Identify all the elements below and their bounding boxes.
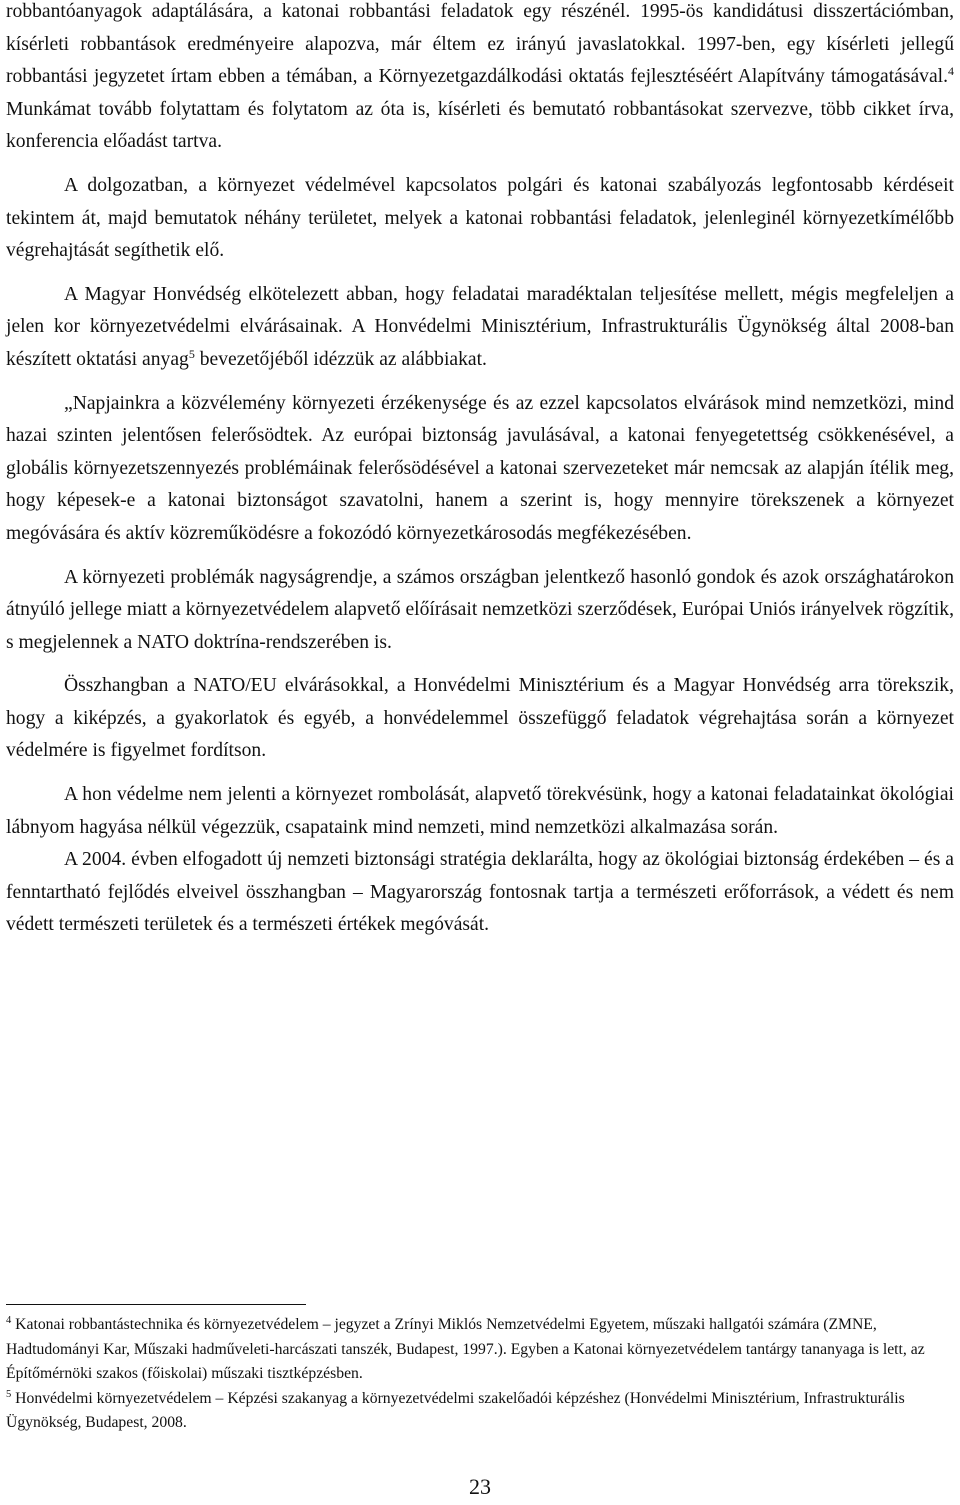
paragraph-text: A környezeti problémák nagyságrendje, a számos országban jelentkező hasonló gondok és azok országhatárokon átnyúló jellege miatt a környezetvédelem alapvető előírásait nemzetközi szerződések, Európai Uniós irányelvek rögzítik, s megjelennek a NATO doktrína-rendszerében is. [6,566,954,653]
quote-paragraph-3 [6,670,954,768]
paragraph-text: robbantóanyagok adaptálására, a katonai robbantási feladatok egy részénél. 1995-ös kandidátusi disszertációmban, kísérleti robbantások eredményeire alapozva, már éltem ez irányú javaslatokkal. 1997-ben, egy kísérleti jellegű robbantási jegyzetet írtam ebben a témában, a Környezetgazdálkodási oktatás fejlesztéséért Alapítvány támogatásával. [6,1,954,88]
footnote-text: Katonai robbantástechnika és környezetvédelem – jegyzet a Zrínyi Miklós Nemzetvédelmi Egyetem, műszaki hallgatói számára (ZMNE, Hadtudományi Kar, Műszaki hadműveleti-harcászati tanszék, Budapest, 1997.). Egyben a Katonai környezetvédelem tantárgy tananyaga is lett, az Építőmérnöki szakos (főiskolai) műszaki tisztképzésben. [6,1316,925,1382]
paragraph-text: Munkámat tovább folytattam és folytatom az óta is, kísérleti és bemutató robbantásokat szervezve, több cikket írva, konferencia előadást tartva. [6,98,954,153]
paragraph-1 [6,0,954,159]
paragraph-text: A Magyar Honvédség elkötelezett abban, hogy feladatai maradéktalan teljesítése mellett, mégis megfeleljen a jelen kor környezetvédelmi elvárásainak. A Honvédelmi Minisztérium, Infrastrukturális Ügynökség által 2008-ban készített oktatási anyag [6,283,954,370]
paragraph-3 [6,279,954,377]
footnote-separator [6,1304,306,1305]
footnote-marker: 4 [6,1315,12,1326]
paragraph-strategy [6,844,954,942]
paragraph-text: A dolgozatban, a környezet védelmével kapcsolatos polgári és katonai szabályozás legfontosabb kérdéseit tekintem át, majd bemutatok néhány területet, melyek a katonai robbantási feladatok, jelenleginél környezetkímélőbb végrehajtását segíthetik elő. [6,174,954,262]
footnote-marker: 5 [6,1388,12,1400]
page-number: 23 [469,1474,491,1499]
footnote-ref-4[interactable]: 4 [948,64,954,79]
footnotes [6,1304,954,1436]
footnote-ref-5[interactable]: 5 [188,346,195,361]
page-body [6,0,954,942]
quote-paragraph-2 [6,562,954,660]
paragraph-text: A hon védelme nem jelenti a környezet rombolását, alapvető törekvésünk, hogy a katonai feladatainkat ökológiai lábnyom hagyása nélkül végezzük, csapataink mind nemzeti, mind nemzetközi alkalmazása során. [6,784,954,838]
footnote-4 [6,1313,954,1387]
footnote-5 [6,1387,954,1436]
quote-paragraph-4 [6,779,954,844]
paragraph-text: bevezetőjéből idézzük az alábbiakat. [194,348,487,370]
paragraph-text: Összhangban a NATO/EU elvárásokkal, a Honvédelmi Minisztérium és a Magyar Honvédség arra törekszik, hogy a kiképzés, a gyakorlatok és egyéb, a honvédelemmel összefüggő feladatok végrehajtása során a környezet védelmére is figyelmet fordítson. [6,675,954,762]
quote-paragraph-1 [6,388,954,551]
footnote-text: Honvédelmi környezetvédelem – Képzési szakanyag a környezetvédelmi szakelőadói képzéshez (Honvédelmi Minisztérium, Infrastrukturális Ügynökség, Budapest, 2008. [6,1389,905,1431]
paragraph-text: A 2004. évben elfogadott új nemzeti biztonsági stratégia deklarálta, hogy az ökológiai biztonság érdekében – és a fenntartható fejlődés elveivel összhangban – Magyarország fontosnak tartja a természeti erőforrások, a védett és nem védett természeti területek és a természeti értékek megóvását. [6,849,954,936]
paragraph-2 [6,170,954,268]
paragraph-text: „Napjainkra a közvélemény környezeti érzékenysége és az ezzel kapcsolatos elvárások mind nemzetközi, mind hazai szinten jelentősen felerősödtek. Az európai biztonság javulásával, a katonai fenyegetettség csökkenésével, a globális környezetszennyezés problémáinak felerősödésével a katonai szervezeteket már nemcsak az alapján ítélik meg, hogy képesek-e a katonai biztonságot szavatolni, hanem a szerint is, hogy mennyire törekszenek a környezet megóvására és aktív közreműködésre a fokozódó környezetkárosodás megfékezésében. [6,392,954,544]
